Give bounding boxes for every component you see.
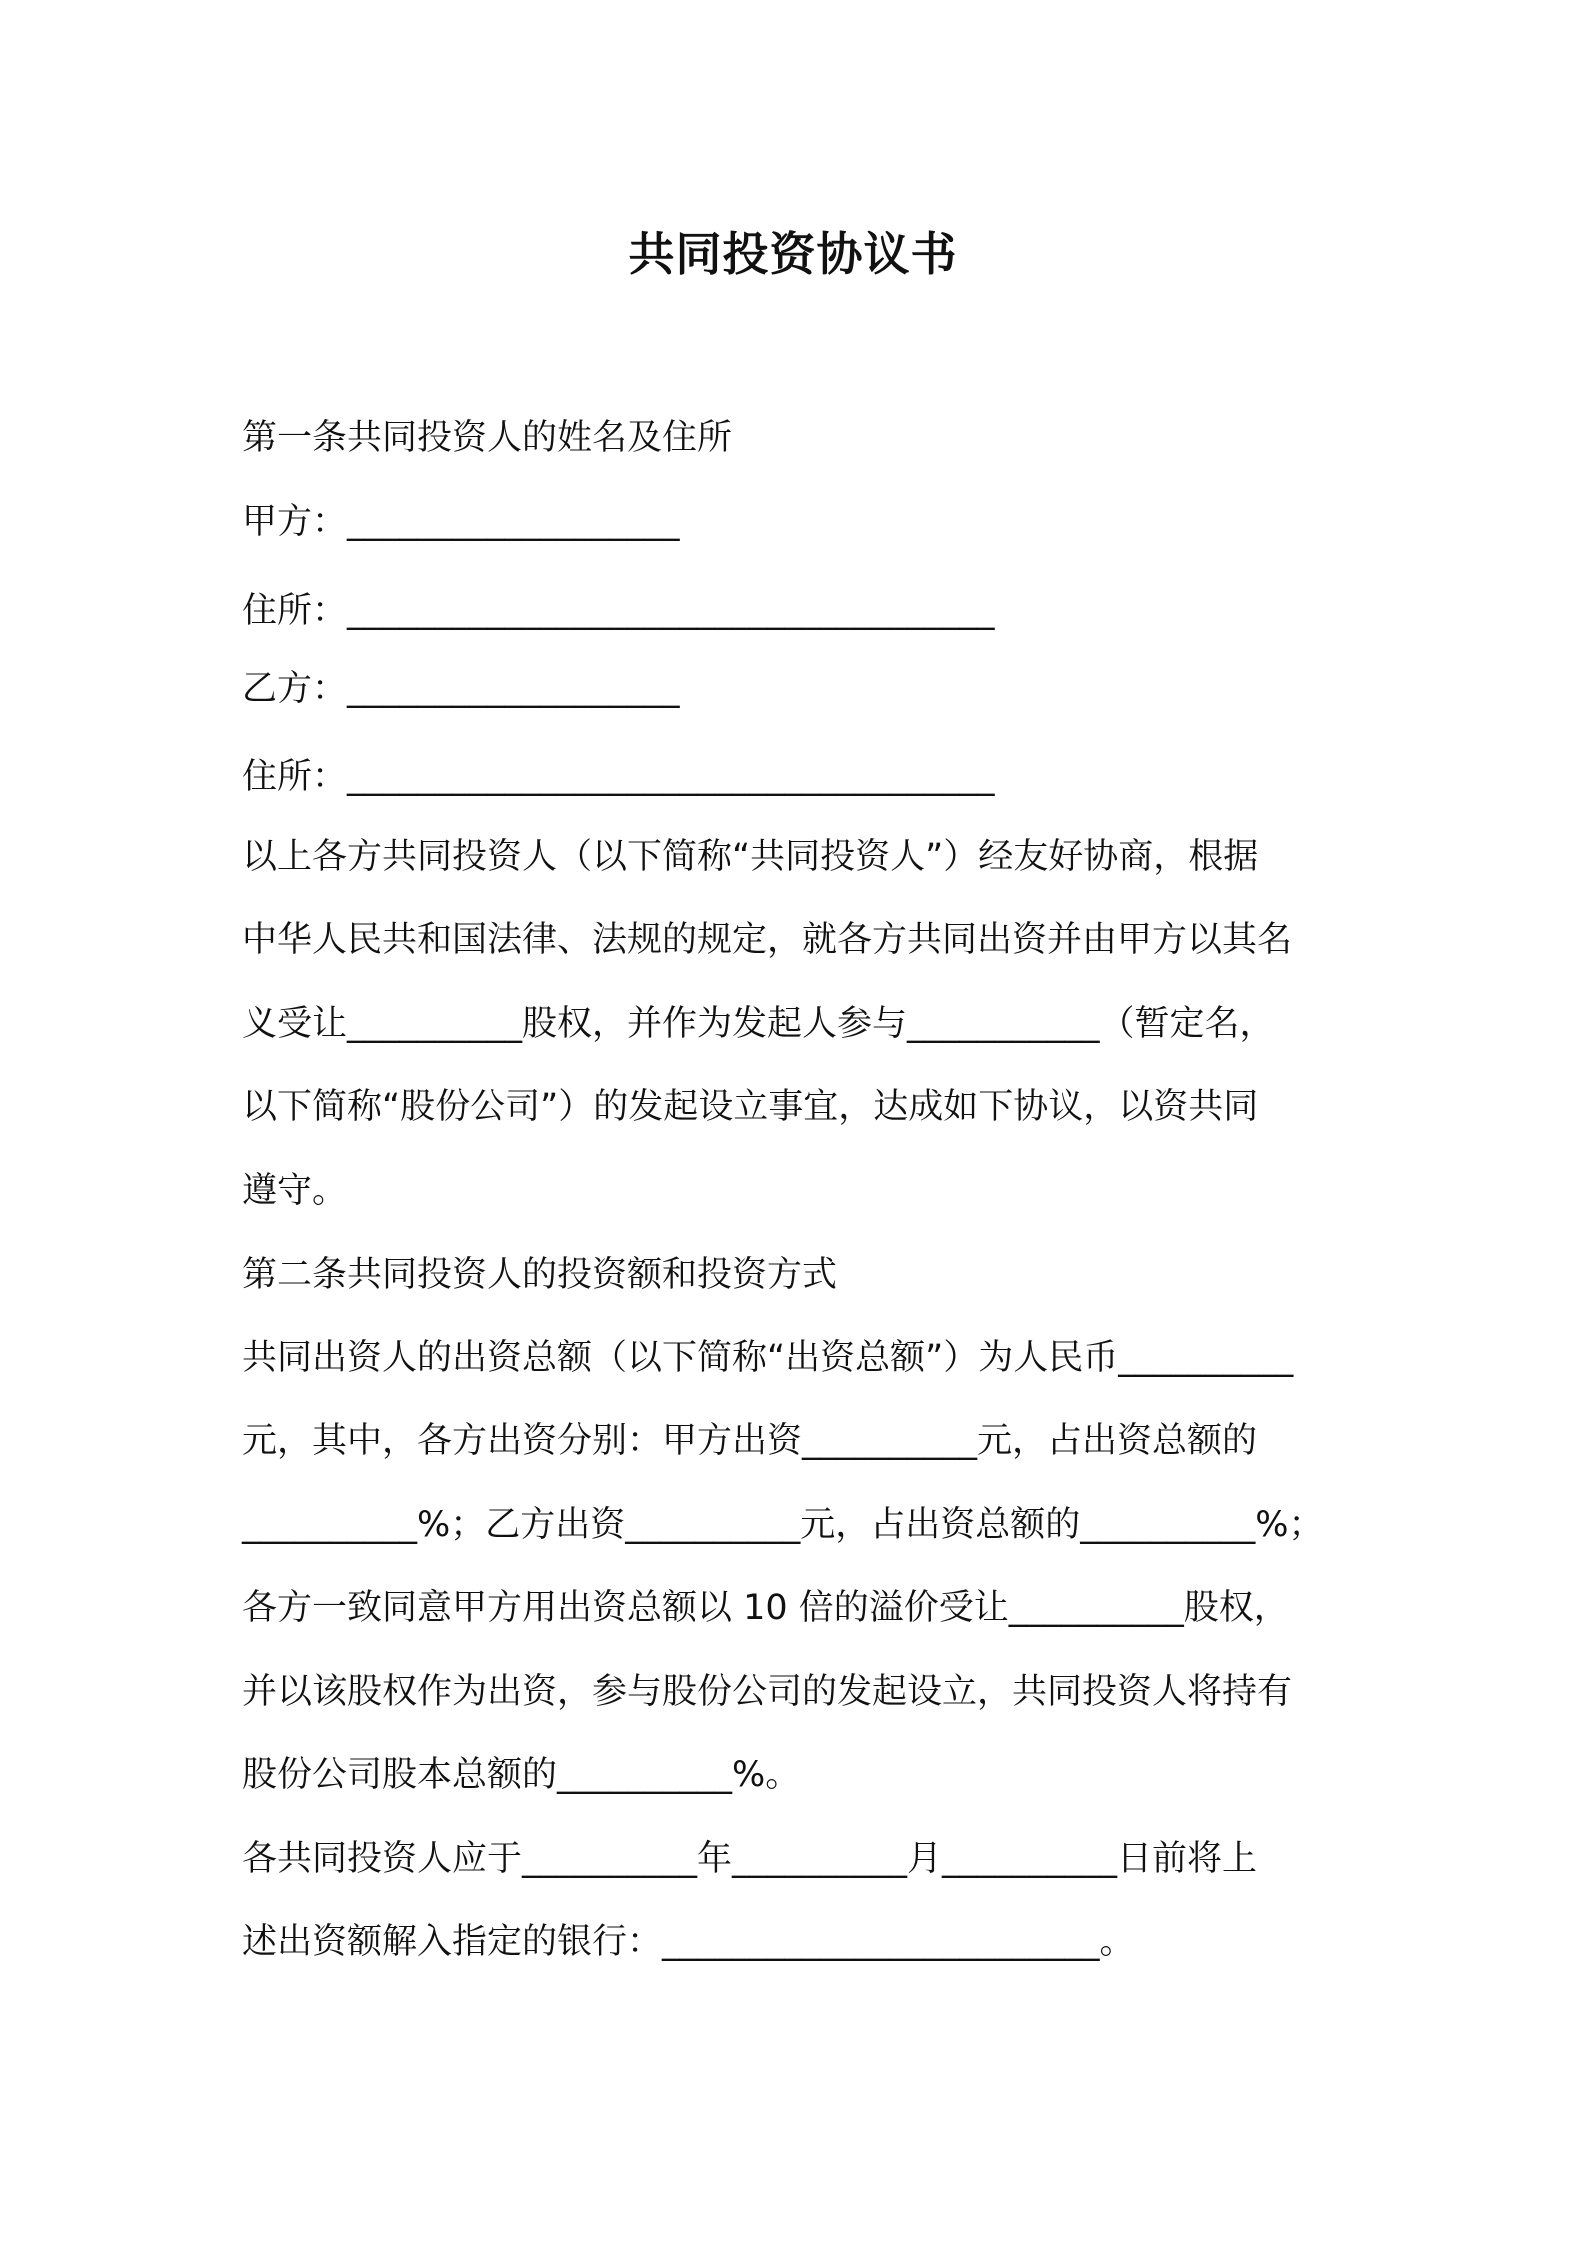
paragraph-line: 以下简称“股份公司”）的发起设立事宜，达成如下协议，以资共同 — [242, 1087, 1259, 1127]
paragraph-line: 共同出资人的出资总额（以下简称“出资总额”）为人民币__________ — [242, 1338, 1294, 1378]
party-a-name-line: 甲方：___________________ — [242, 502, 680, 542]
article-2-heading: 第二条共同投资人的投资额和投资方式 — [242, 1255, 838, 1295]
party-b-name-line: 乙方：___________________ — [242, 669, 680, 709]
paragraph-line: 并以该股权作为出资，参与股份公司的发起设立，共同投资人将持有 — [242, 1672, 1293, 1712]
paragraph-line: 各方一致同意甲方用出资总额以 10 倍的溢价受让__________股权， — [242, 1588, 1289, 1628]
paragraph-line: 各共同投资人应于__________年__________月__________日前将上 — [242, 1839, 1258, 1879]
party-b-address-line: 住所：_____________________________________ — [242, 757, 995, 797]
paragraph-line: 述出资额解入指定的银行：_________________________。 — [242, 1922, 1135, 1962]
paragraph-line: 义受让__________股权，并作为发起人参与___________（暂定名， — [242, 1004, 1275, 1044]
paragraph-line: 元，其中，各方出资分别：甲方出资__________元，占出资总额的 — [242, 1421, 1258, 1461]
paragraph-line: 遵守。 — [242, 1171, 348, 1211]
party-a-address-line: 住所：_____________________________________ — [242, 591, 995, 631]
paragraph-line: 股份公司股本总额的__________%。 — [242, 1755, 801, 1795]
paragraph-line: 以上各方共同投资人（以下简称“共同投资人”）经友好协商，根据 — [242, 837, 1259, 877]
article-1-heading: 第一条共同投资人的姓名及住所 — [242, 418, 733, 458]
paragraph-line: 中华人民共和国法律、法规的规定，就各方共同出资并由甲方以其名 — [242, 920, 1293, 960]
document-title: 共同投资协议书 — [628, 227, 958, 281]
paragraph-line: __________%；乙方出资__________元，占出资总额的__________%； — [242, 1505, 1324, 1545]
